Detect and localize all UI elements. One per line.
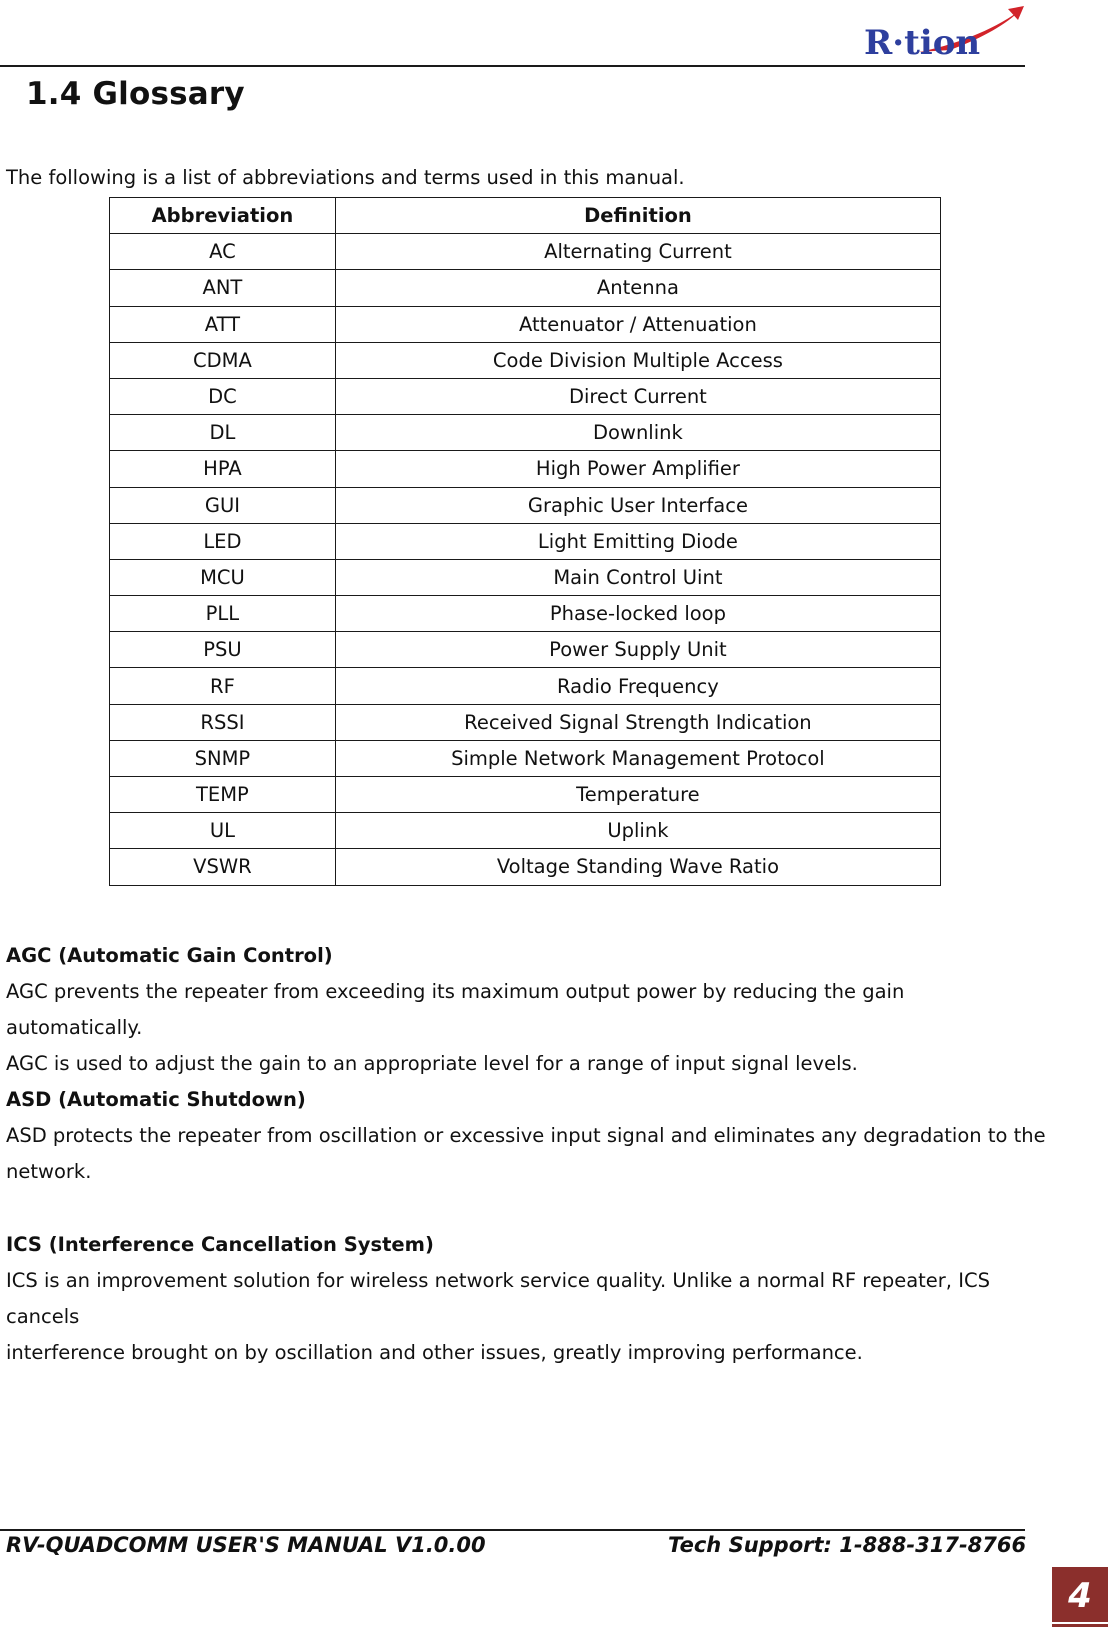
term-ics bbox=[6, 1227, 1046, 1371]
abbreviation-cell: CDMA bbox=[110, 342, 336, 378]
header-rule bbox=[0, 65, 1025, 67]
term-agc bbox=[6, 938, 1046, 1082]
term-body-line: ASD protects the repeater from oscillation or excessive input signal and eliminates any degradation to the bbox=[6, 1124, 1046, 1147]
abbreviation-cell: RSSI bbox=[110, 704, 336, 740]
abbreviation-cell: TEMP bbox=[110, 777, 336, 813]
abbreviation-cell: ANT bbox=[110, 270, 336, 306]
definition-cell: Main Control Uint bbox=[335, 559, 940, 595]
table-row bbox=[110, 234, 941, 270]
table-header-row bbox=[110, 198, 941, 234]
abbreviation-cell: DL bbox=[110, 415, 336, 451]
term-asd bbox=[6, 1082, 1046, 1190]
term-body-line: network. bbox=[6, 1160, 92, 1183]
table-row bbox=[110, 342, 941, 378]
definition-cell: Received Signal Strength Indication bbox=[335, 704, 940, 740]
column-header-definition: Definition bbox=[335, 198, 940, 234]
definition-cell: Temperature bbox=[335, 777, 940, 813]
definition-cell: Voltage Standing Wave Ratio bbox=[335, 849, 940, 885]
abbreviation-cell: LED bbox=[110, 523, 336, 559]
definition-cell: Attenuator / Attenuation bbox=[335, 306, 940, 342]
glossary-table bbox=[109, 197, 941, 886]
abbreviation-cell: RF bbox=[110, 668, 336, 704]
rtion-logo bbox=[858, 6, 1028, 66]
definition-cell: Uplink bbox=[335, 813, 940, 849]
footer-manual-title: RV-QUADCOMM USER'S MANUAL V1.0.00 bbox=[6, 1533, 486, 1557]
term-body-line: AGC is used to adjust the gain to an appropriate level for a range of input signal levels. bbox=[6, 1052, 858, 1075]
abbreviation-cell: PLL bbox=[110, 596, 336, 632]
term-body-line: ICS is an improvement solution for wireless network service quality. Unlike a normal RF repeater, ICS cancels bbox=[6, 1269, 990, 1328]
definition-cell: Radio Frequency bbox=[335, 668, 940, 704]
table-row bbox=[110, 813, 941, 849]
term-title: ASD (Automatic Shutdown) bbox=[6, 1088, 306, 1111]
definition-cell: Simple Network Management Protocol bbox=[335, 740, 940, 776]
table-row bbox=[110, 451, 941, 487]
logo-text: R·tion bbox=[864, 23, 981, 63]
definition-cell: Light Emitting Diode bbox=[335, 523, 940, 559]
table-row bbox=[110, 704, 941, 740]
table-row bbox=[110, 777, 941, 813]
abbreviation-cell: AC bbox=[110, 234, 336, 270]
abbreviation-cell: ATT bbox=[110, 306, 336, 342]
abbreviation-cell: VSWR bbox=[110, 849, 336, 885]
definition-cell: Alternating Current bbox=[335, 234, 940, 270]
table-row bbox=[110, 378, 941, 414]
table-row bbox=[110, 523, 941, 559]
definition-cell: Direct Current bbox=[335, 378, 940, 414]
table-row bbox=[110, 270, 941, 306]
page-badge-underline bbox=[1052, 1624, 1108, 1627]
table-row bbox=[110, 559, 941, 595]
definition-cell: Power Supply Unit bbox=[335, 632, 940, 668]
definition-cell: Downlink bbox=[335, 415, 940, 451]
page-number-badge: 4 bbox=[1052, 1567, 1108, 1622]
term-body-line: AGC prevents the repeater from exceeding its maximum output power by reducing the gain automatically. bbox=[6, 980, 905, 1039]
section-title: 1.4 Glossary bbox=[26, 76, 245, 112]
definition-cell: Code Division Multiple Access bbox=[335, 342, 940, 378]
table-row bbox=[110, 596, 941, 632]
term-title: ICS (Interference Cancellation System) bbox=[6, 1233, 434, 1256]
table-row bbox=[110, 487, 941, 523]
definition-cell: Graphic User Interface bbox=[335, 487, 940, 523]
abbreviation-cell: GUI bbox=[110, 487, 336, 523]
footer-rule bbox=[0, 1529, 1025, 1531]
intro-text: The following is a list of abbreviations and terms used in this manual. bbox=[6, 166, 685, 189]
table-row bbox=[110, 849, 941, 885]
term-title: AGC (Automatic Gain Control) bbox=[6, 944, 333, 967]
definition-cell: High Power Amplifier bbox=[335, 451, 940, 487]
table-row bbox=[110, 668, 941, 704]
abbreviation-cell: PSU bbox=[110, 632, 336, 668]
abbreviation-cell: DC bbox=[110, 378, 336, 414]
table-row bbox=[110, 306, 941, 342]
abbreviation-cell: SNMP bbox=[110, 740, 336, 776]
definition-cell: Phase-locked loop bbox=[335, 596, 940, 632]
table-row bbox=[110, 415, 941, 451]
column-header-abbreviation: Abbreviation bbox=[110, 198, 336, 234]
abbreviation-cell: HPA bbox=[110, 451, 336, 487]
term-body-line: interference brought on by oscillation and other issues, greatly improving performance. bbox=[6, 1341, 863, 1364]
definition-cell: Antenna bbox=[335, 270, 940, 306]
table-row bbox=[110, 740, 941, 776]
table-row bbox=[110, 632, 941, 668]
footer-tech-support: Tech Support: 1-888-317-8766 bbox=[668, 1533, 1027, 1557]
abbreviation-cell: MCU bbox=[110, 559, 336, 595]
abbreviation-cell: UL bbox=[110, 813, 336, 849]
